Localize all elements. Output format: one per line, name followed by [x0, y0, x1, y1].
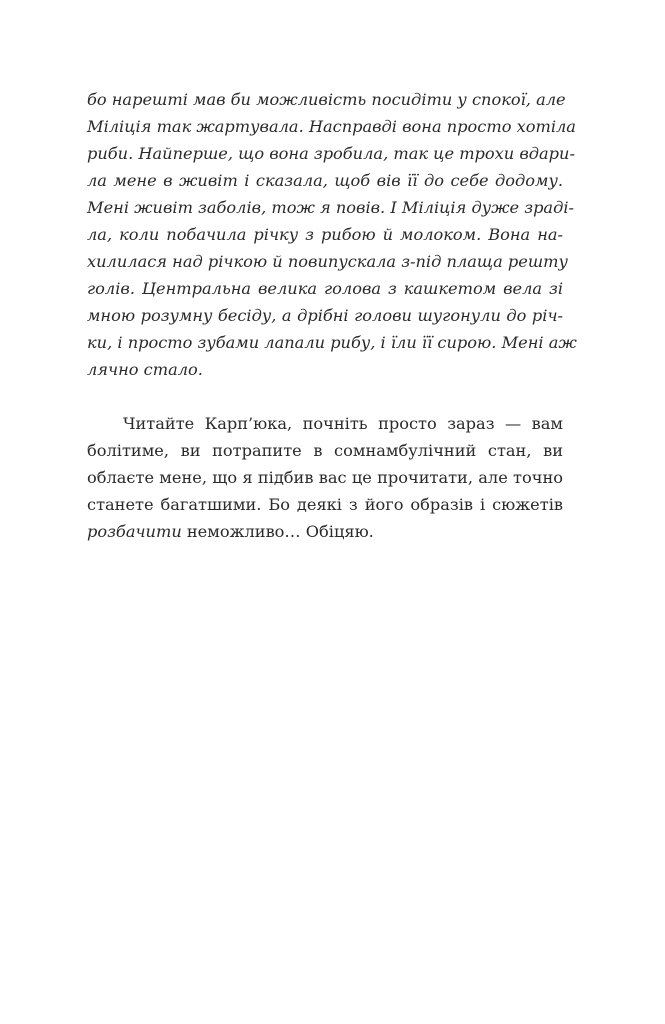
- quote-line: Міліція так жартувала. Насправді вона просто хотіла: [87, 117, 576, 136]
- quote-line: ки, і просто зубами лапали рибу, і їли її сирою. Мені аж: [87, 333, 577, 352]
- paragraph-last-line: [87, 518, 563, 545]
- quote-line: мною розумну бесіду, а дрібні голови шугонули до річ-: [87, 306, 563, 325]
- quote-line: Мені живіт заболів, тож я повів. І Міліція дуже зраді-: [87, 198, 574, 217]
- body-paragraph: [87, 410, 563, 545]
- quote-line: риби. Найперше, що вона зробила, так це трохи вдари-: [87, 144, 575, 163]
- paragraph-line: облаєте мене, що я підбив вас це прочитати, але точно: [87, 468, 563, 487]
- quoted-excerpt: [87, 86, 577, 383]
- emphasized-word: розбачити: [87, 522, 182, 541]
- paragraph-line: станете багатшими. Бо деякі з його образів і сюжетів: [87, 495, 563, 514]
- page-body: [87, 86, 577, 545]
- paragraph-line-end: неможливо… Обіцяю.: [181, 522, 374, 541]
- quote-line: голів. Центральна велика голова з кашкетом вела зі: [87, 279, 563, 298]
- paragraph-line: болітиме, ви потрапите в сомнамбулічний стан, ви: [87, 441, 563, 460]
- quote-line: ла мене в живіт і сказала, щоб вів її до себе додому.: [87, 171, 563, 190]
- quote-line: бо нарешті мав би можливість посидіти у спокої, але: [87, 90, 566, 109]
- paragraph-line: Читайте Карп’юка, почніть просто зараз — вам: [123, 414, 563, 433]
- quote-line: лячно стало.: [87, 360, 203, 379]
- quote-line: хилилася над річкою й повипускала з-під плаща решту: [87, 252, 568, 271]
- quote-line: ла, коли побачила річку з рибою й молоком. Вона на-: [87, 225, 563, 244]
